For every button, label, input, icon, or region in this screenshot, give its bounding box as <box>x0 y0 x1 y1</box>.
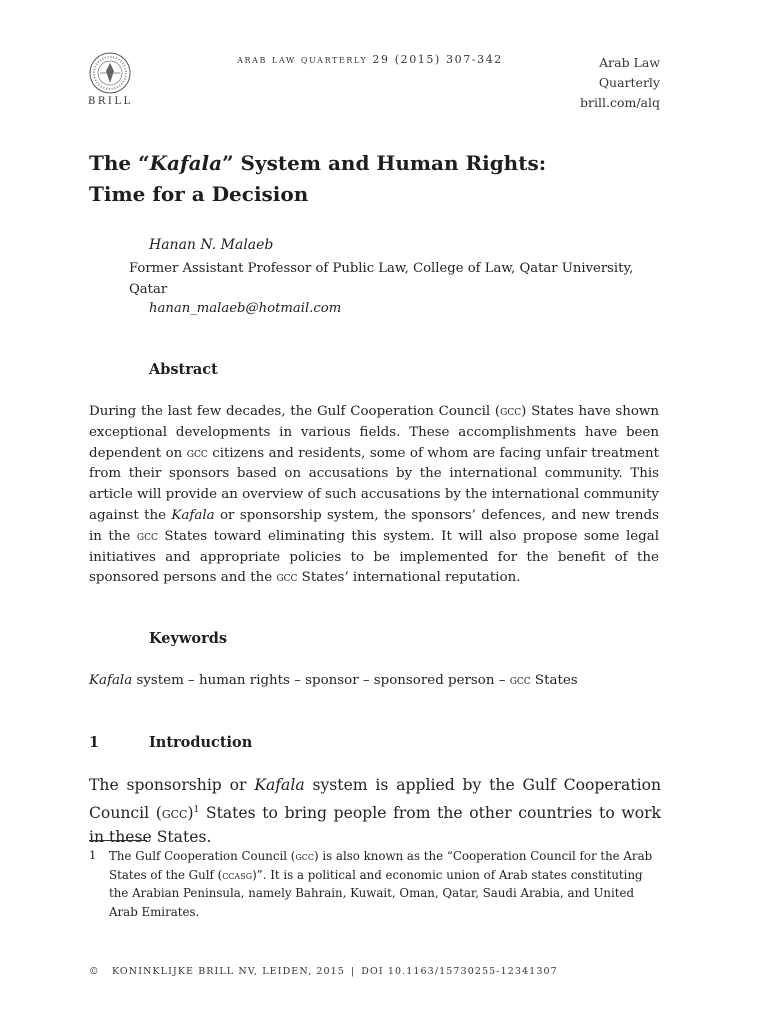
title-line1 <box>89 148 689 179</box>
journal-name-line2: Quarterly <box>598 75 660 90</box>
section-heading-introduction: Introduction <box>149 734 253 751</box>
running-head: arab law quarterly 29 (2015) 307-342 <box>237 53 503 66</box>
publisher-name: BRILL <box>88 96 133 107</box>
footnote-text: The Gulf Cooperation Council (gcc) is also known as the “Cooperation Council for the Arab States of the Gulf (ccasg)”. It is a political and economic union of Arab states constituting the Arabian Peninsula, namely Bahrain, Kuwait, Oman, Qatar, Saudi Arabia, and United Arab Emirates. <box>109 849 653 919</box>
footnote-number: 1 <box>89 848 97 862</box>
copyright-text: KONINKLIJKE BRILL NV, LEIDEN, 2015 <box>111 966 345 977</box>
author-affiliation: Former Assistant Professor of Public Law, College of Law, Qatar University, Qatar <box>129 261 634 297</box>
footer-divider: | <box>350 966 356 977</box>
doi-text[interactable]: DOI 10.1163/15730255-12341307 <box>361 966 558 977</box>
author-name: Hanan N. Malaeb <box>149 237 274 253</box>
footnote-divider <box>89 840 147 841</box>
title-italic: Kafala <box>149 151 223 175</box>
copyright-line <box>89 966 689 977</box>
journal-name-line1: Arab Law <box>599 55 660 70</box>
title-line2: Time for a Decision <box>89 182 309 206</box>
title-prefix: The “ <box>89 151 150 175</box>
brill-seal-logo <box>84 50 136 96</box>
copyright-symbol: © <box>89 966 100 977</box>
journal-block <box>560 53 660 113</box>
section-number: 1 <box>89 734 100 751</box>
abstract-text: During the last few decades, the Gulf Cooperation Council (gcc) States have shown exceptional developments in various fields. These accomplishments have been dependent on gcc citizens and residents, some of whom are facing unfair treatment from their sponsors based on accusations by the international community. This article will provide an overview of such accusations by the international community against the Kafala or sponsorship system, the sponsors’ defences, and new trends in the gcc States toward eliminating this system. It will also propose some legal initiatives and appropriate policies to be implemented for the benefit of the sponsored persons and the gcc States’ international reputation. <box>89 404 659 586</box>
introduction-text: The sponsorship or Kafala system is applied by the Gulf Cooperation Council (gcc)$^1$ States to bring people from the other countries to work in these States. <box>89 776 662 847</box>
abstract-heading: Abstract <box>149 361 218 378</box>
journal-url[interactable]: brill.com/alq <box>580 95 660 110</box>
keywords-heading: Keywords <box>149 630 228 647</box>
article-title <box>89 148 689 210</box>
author-email[interactable]: hanan_malaeb@hotmail.com <box>149 301 342 316</box>
title-rest: ” System and Human Rights: <box>222 151 547 175</box>
footnote-reference[interactable]: 1 <box>193 804 200 815</box>
keywords-list: Kafala system – human rights – sponsor – sponsored person – gcc States <box>89 673 578 688</box>
